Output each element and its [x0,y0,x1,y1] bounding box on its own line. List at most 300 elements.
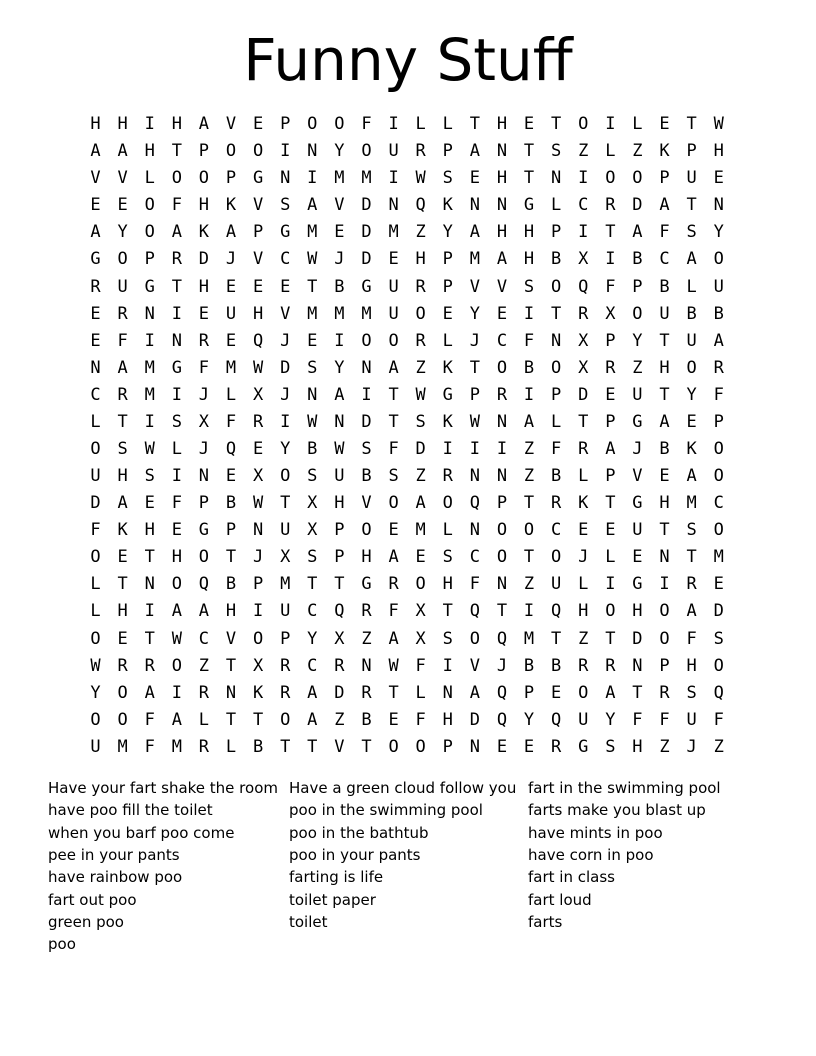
grid-cell: J [280,330,291,351]
grid-cell: M [117,736,128,757]
grid-cell: O [144,195,155,216]
word-list-item: poo [48,935,76,954]
grid-cell: L [605,141,616,162]
word-list-item: farting is life [289,868,384,887]
grid-cell: A [659,411,670,432]
word-list-column-3 [528,777,721,933]
grid-cell: Q [551,601,562,622]
grid-cell: D [198,249,210,270]
grid-cell: I [605,574,616,595]
grid-cell: E [388,709,399,730]
grid-cell: G [171,357,182,378]
grid-cell: O [117,249,128,270]
grid-cell: E [659,114,670,135]
grid-cell: Z [415,222,426,243]
grid-cell: D [578,384,589,405]
grid-cell: N [361,655,372,676]
grid-cell: E [496,303,508,324]
grid-cell: O [496,357,508,378]
grid-cell: Z [659,736,670,757]
grid-cell: V [334,736,345,757]
grid-cell: G [632,493,643,514]
grid-cell: T [307,736,318,757]
grid-cell: A [415,493,426,514]
grid-cell: R [659,682,670,703]
grid-cell: I [442,655,453,676]
grid-cell: K [659,141,670,162]
word-list-item: have rainbow poo [48,868,183,887]
grid-cell: M [469,249,480,270]
grid-cell: O [713,438,724,459]
grid-cell: L [442,330,453,351]
grid-cell: P [225,168,237,189]
grid-cell: A [523,411,535,432]
grid-cell: T [280,493,291,514]
grid-cell: H [659,357,670,378]
grid-cell: B [225,493,237,514]
grid-cell: V [469,655,480,676]
grid-cell: W [415,384,426,405]
grid-cell: H [225,601,237,622]
grid-cell: J [578,547,589,568]
grid-cell: C [496,330,508,351]
grid-cell: I [144,330,155,351]
grid-cell: G [442,384,453,405]
grid-cell: M [523,628,535,649]
grid-cell: E [225,466,237,487]
grid-cell: A [605,682,616,703]
grid-cell: E [415,547,426,568]
grid-cell: T [225,709,237,730]
grid-cell: E [523,114,535,135]
grid-cell: H [361,547,372,568]
grid-cell: Z [713,736,724,757]
grid-cell: Y [523,709,535,730]
grid-cell: T [144,628,155,649]
grid-cell: D [713,601,724,622]
grid-cell: S [361,438,372,459]
grid-cell: R [578,655,589,676]
grid-cell: A [388,357,399,378]
grid-cell: K [578,493,589,514]
grid-cell: O [280,709,291,730]
grid-cell: I [578,222,589,243]
grid-cell: N [442,682,453,703]
grid-cell: W [252,493,264,514]
grid-cell: O [605,168,616,189]
grid-cell: E [605,384,616,405]
grid-cell: G [361,574,372,595]
grid-cell: X [605,303,616,324]
grid-cell: R [605,195,616,216]
grid-cell: B [523,655,535,676]
grid-cell: A [334,384,345,405]
word-list-item: have mints in poo [528,823,663,842]
grid-cell: H [496,222,508,243]
grid-cell: M [361,303,372,324]
grid-cell: G [361,276,372,297]
grid-cell: D [469,709,480,730]
grid-cell: C [198,628,210,649]
grid-cell: M [388,222,399,243]
grid-cell: T [117,411,128,432]
grid-cell: T [523,141,535,162]
grid-cell: A [686,249,697,270]
grid-cell: A [117,493,128,514]
grid-cell: L [225,736,237,757]
grid-cell: Z [523,438,535,459]
grid-cell: P [551,222,562,243]
grid-cell: E [252,276,264,297]
grid-cell: U [388,303,399,324]
grid-cell: O [90,547,101,568]
grid-cell: K [686,438,697,459]
grid-cell: X [280,547,291,568]
grid-cell: S [307,357,318,378]
grid-cell: W [171,628,182,649]
grid-cell: R [280,655,291,676]
grid-cell: A [90,222,101,243]
grid-cell: Q [496,709,508,730]
grid-cell: B [659,438,670,459]
grid-cell: H [442,574,453,595]
grid-cell: H [171,547,182,568]
grid-cell: K [442,411,453,432]
grid-cell: N [280,168,291,189]
grid-cell: T [171,141,182,162]
grid-cell: B [252,736,264,757]
grid-cell: L [225,384,237,405]
grid-cell: F [415,709,426,730]
grid-cell: F [144,709,155,730]
grid-cell: A [686,466,697,487]
grid-cell: P [551,384,562,405]
grid-cell: A [117,141,128,162]
word-list-item: farts make you blast up [528,801,706,820]
grid-cell: J [198,384,210,405]
grid-cell: N [551,168,562,189]
word-list-item: Have your fart shake the room [48,779,278,797]
grid-cell: P [280,628,291,649]
grid-cell: P [605,411,616,432]
grid-cell: I [605,249,616,270]
grid-cell: J [632,438,643,459]
grid-cell: Z [361,628,372,649]
grid-cell: U [388,141,399,162]
grid-cell: U [686,709,697,730]
grid-cell: U [686,168,697,189]
grid-cell: N [469,195,480,216]
grid-cell: V [280,303,291,324]
grid-cell: H [523,222,535,243]
grid-cell: E [117,628,128,649]
grid-cell: X [334,628,345,649]
grid-cell: I [252,601,264,622]
grid-cell: R [415,330,426,351]
grid-cell: J [225,249,237,270]
grid-cell: L [578,574,589,595]
grid-cell: B [361,466,372,487]
grid-cell: E [686,411,697,432]
grid-cell: K [252,682,264,703]
grid-cell: S [686,520,697,541]
grid-cell: A [686,601,697,622]
grid-cell: O [659,601,670,622]
grid-cell: Z [523,574,535,595]
grid-cell: Z [523,466,535,487]
grid-cell: H [442,709,453,730]
grid-cell: Q [198,574,210,595]
grid-cell: Y [469,303,480,324]
grid-cell: U [578,709,589,730]
grid-cell: O [225,141,237,162]
grid-cell: T [659,330,670,351]
grid-cell: Q [469,601,480,622]
grid-cell: E [117,195,128,216]
grid-cell: O [551,357,562,378]
grid-cell: O [551,547,562,568]
grid-cell: E [605,520,616,541]
grid-cell: H [578,601,589,622]
grid-cell: F [171,493,182,514]
grid-cell: Y [605,709,616,730]
grid-cell: H [415,249,426,270]
grid-cell: G [144,276,155,297]
grid-cell: Q [551,709,562,730]
grid-cell: L [632,114,643,135]
grid-cell: A [307,682,318,703]
grid-cell: T [686,114,697,135]
grid-cell: H [252,303,264,324]
grid-cell: W [713,114,724,135]
grid-cell: F [388,601,399,622]
grid-cell: O [252,141,264,162]
grid-cell: A [388,628,399,649]
grid-cell: T [225,655,237,676]
grid-cell: U [632,384,643,405]
grid-cell: L [442,520,453,541]
grid-cell: I [171,303,182,324]
grid-cell: Q [578,276,589,297]
grid-cell: R [198,736,210,757]
grid-cell: E [252,438,264,459]
grid-cell: L [442,114,453,135]
grid-cell: O [632,303,643,324]
grid-cell: Z [415,357,426,378]
grid-cell: C [713,493,724,514]
grid-cell: P [496,493,508,514]
grid-cell: T [388,682,399,703]
grid-cell: G [632,411,643,432]
grid-cell: R [334,655,345,676]
grid-cell: K [442,357,453,378]
word-list-item: fart in class [528,868,615,887]
grid-cell: B [361,709,372,730]
grid-cell: Y [686,384,697,405]
grid-cell: O [442,493,453,514]
grid-cell: L [90,411,101,432]
grid-cell: P [442,736,453,757]
grid-cell: F [415,655,426,676]
word-list-item: Have a green cloud follow you [289,779,517,797]
grid-cell: R [605,357,616,378]
grid-cell: E [225,276,237,297]
grid-cell: N [496,574,508,595]
grid-cell: A [225,222,237,243]
grid-cell: P [334,547,345,568]
grid-cell: T [578,411,589,432]
grid-cell: J [469,330,480,351]
grid-cell: V [334,195,345,216]
grid-cell: S [307,466,318,487]
grid-cell: T [605,493,616,514]
grid-cell: J [686,736,697,757]
grid-cell: L [605,547,616,568]
grid-cell: N [90,357,101,378]
grid-cell: B [659,276,670,297]
grid-cell: O [496,547,508,568]
grid-cell: T [171,276,182,297]
grid-cell: O [171,168,182,189]
grid-cell: I [469,438,480,459]
grid-cell: R [415,141,426,162]
grid-cell: N [632,655,643,676]
grid-cell: X [252,655,264,676]
grid-cell: O [523,520,535,541]
grid-cell: F [713,709,724,730]
grid-cell: R [361,682,372,703]
grid-cell: F [523,330,535,351]
grid-cell: R [415,276,426,297]
grid-cell: X [252,384,264,405]
grid-cell: R [578,303,589,324]
grid-cell: O [280,466,291,487]
word-list-item: fart loud [528,890,592,909]
grid-cell: R [361,601,372,622]
grid-cell: T [659,520,670,541]
grid-cell: W [469,411,480,432]
grid-cell: D [632,628,643,649]
grid-cell: F [90,520,101,541]
grid-cell: Q [469,493,480,514]
grid-cell: M [713,547,724,568]
grid-cell: U [632,520,643,541]
word-list-item: have poo fill the toilet [48,801,213,820]
grid-cell: R [388,574,399,595]
grid-cell: I [496,438,508,459]
grid-cell: P [144,249,155,270]
grid-cell: J [280,384,291,405]
grid-cell: F [469,574,480,595]
grid-cell: S [442,628,453,649]
grid-cell: W [415,168,426,189]
grid-cell: R [198,682,210,703]
grid-cell: R [117,655,128,676]
grid-cell: J [198,438,210,459]
grid-cell: B [551,466,562,487]
grid-cell: A [198,601,210,622]
grid-cell: F [388,438,399,459]
grid-cell: X [415,601,426,622]
grid-cell: O [334,114,345,135]
grid-cell: P [442,276,453,297]
grid-cell: T [388,384,399,405]
grid-cell: S [307,547,318,568]
grid-cell: E [713,168,724,189]
grid-cell: E [171,520,182,541]
grid-cell: J [252,547,264,568]
grid-cell: C [578,195,589,216]
grid-cell: G [632,574,643,595]
grid-cell: A [171,222,182,243]
grid-cell: L [90,601,101,622]
grid-cell: I [144,601,155,622]
grid-cell: O [361,141,372,162]
grid-cell: C [90,384,101,405]
grid-cell: N [713,195,724,216]
grid-cell: B [713,303,724,324]
grid-cell: I [523,384,535,405]
grid-cell: D [415,438,426,459]
grid-cell: F [686,628,697,649]
grid-cell: D [280,357,291,378]
grid-cell: T [388,411,399,432]
grid-cell: X [252,466,264,487]
grid-cell: R [117,303,128,324]
grid-cell: I [144,411,155,432]
grid-cell: F [171,195,182,216]
grid-cell: O [307,114,318,135]
grid-cell: W [90,655,101,676]
grid-cell: Z [632,141,643,162]
grid-cell: T [469,114,480,135]
grid-cell: F [605,276,616,297]
grid-cell: E [388,249,399,270]
grid-cell: P [659,168,670,189]
grid-cell: O [415,303,426,324]
grid-cell: I [307,168,318,189]
grid-cell: X [198,411,210,432]
grid-cell: D [334,682,345,703]
grid-cell: S [144,466,155,487]
grid-cell: T [605,222,616,243]
grid-cell: T [117,574,128,595]
grid-cell: H [117,466,128,487]
grid-cell: M [334,168,345,189]
grid-cell: T [307,276,318,297]
grid-cell: E [307,330,318,351]
grid-cell: P [225,520,237,541]
word-list-item: pee in your pants [48,846,180,865]
grid-cell: P [686,141,697,162]
grid-cell: O [469,628,480,649]
grid-cell: E [334,222,345,243]
grid-cell: K [117,520,128,541]
grid-cell: O [713,655,724,676]
grid-cell: U [388,276,399,297]
grid-cell: Z [198,655,210,676]
grid-cell: Q [496,628,508,649]
grid-cell: A [307,709,318,730]
word-list-column-2 [289,777,516,933]
grid-cell: F [225,411,237,432]
grid-cell: E [469,168,480,189]
grid-cell: N [144,574,155,595]
grid-cell: A [307,195,318,216]
grid-cell: L [686,276,697,297]
grid-cell: N [496,411,508,432]
grid-cell: P [442,141,453,162]
